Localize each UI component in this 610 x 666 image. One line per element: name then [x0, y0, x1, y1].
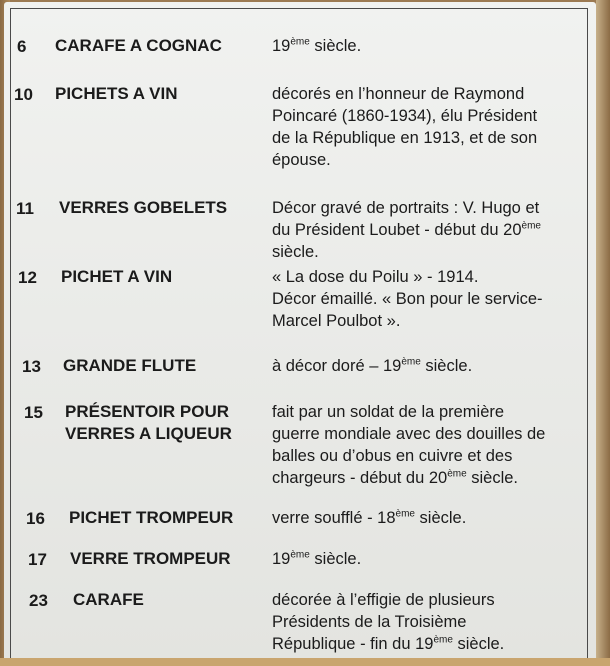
description-line: du Président Loubet - début du 20ème	[272, 220, 541, 239]
description-line: verre soufflé - 18ème siècle.	[272, 508, 467, 527]
description-line: de la République en 1913, et de son	[272, 129, 538, 147]
item-number: 13	[22, 357, 41, 376]
item-name-line: VERRES A LIQUEUR	[65, 424, 232, 443]
item-number: 15	[24, 403, 43, 422]
description-line: guerre mondiale avec des douilles de	[272, 425, 546, 443]
item-description	[272, 507, 466, 529]
item-description	[272, 83, 537, 171]
description-line: siècle.	[272, 243, 319, 261]
description-line: Présidents de la Troisième	[272, 613, 467, 631]
item-number: 10	[14, 85, 33, 104]
item-name: PICHET A VIN	[61, 267, 173, 286]
description-line: « La dose du Poilu » - 1914.	[272, 268, 479, 286]
item-description	[272, 266, 543, 332]
item-description	[272, 35, 361, 57]
description-line: décorés en l’honneur de Raymond	[272, 85, 525, 103]
item-number: 16	[26, 509, 45, 528]
description-line: balles ou d’obus en cuivre et des	[272, 447, 513, 465]
item-description	[272, 589, 504, 655]
item-name: CARAFE A COGNAC	[55, 36, 222, 55]
item-name	[65, 401, 232, 445]
exhibit-label-sheet	[10, 8, 588, 660]
description-line: décorée à l’effigie de plusieurs	[272, 591, 495, 609]
description-line: Poincaré (1860-1934), élu Président	[272, 107, 538, 125]
item-name: PICHET TROMPEUR	[69, 508, 234, 527]
item-description	[272, 355, 472, 377]
item-name: VERRES GOBELETS	[59, 198, 228, 217]
description-line: chargeurs - début du 20ème siècle.	[272, 468, 519, 487]
description-line: fait par un soldat de la première	[272, 403, 505, 421]
item-name: CARAFE	[73, 590, 144, 609]
item-description	[272, 548, 361, 570]
item-description	[272, 401, 545, 489]
wood-frame-right	[596, 0, 610, 666]
item-number: 6	[17, 37, 27, 56]
item-number: 17	[28, 550, 47, 569]
description-line: Marcel Poulbot ».	[272, 312, 401, 330]
description-line: Décor gravé de portraits : V. Hugo et	[272, 199, 540, 217]
item-name: GRANDE FLUTE	[63, 356, 197, 375]
item-name: VERRE TROMPEUR	[70, 549, 231, 568]
item-description	[272, 197, 541, 263]
item-name-line: PRÉSENTOIR POUR	[65, 402, 230, 421]
description-line: épouse.	[272, 151, 331, 169]
description-line: 19ème siècle.	[272, 36, 362, 55]
item-number: 11	[16, 199, 34, 218]
item-name: PICHETS A VIN	[55, 84, 178, 103]
display-placard	[4, 2, 596, 662]
item-number: 12	[18, 268, 37, 287]
description-line: à décor doré – 19ème siècle.	[272, 356, 473, 375]
description-line: République - fin du 19ème siècle.	[272, 634, 505, 653]
item-number: 23	[29, 591, 48, 610]
wood-frame-bottom	[0, 658, 610, 666]
description-line: Décor émaillé. « Bon pour le service-	[272, 290, 543, 308]
description-line: 19ème siècle.	[272, 549, 362, 568]
